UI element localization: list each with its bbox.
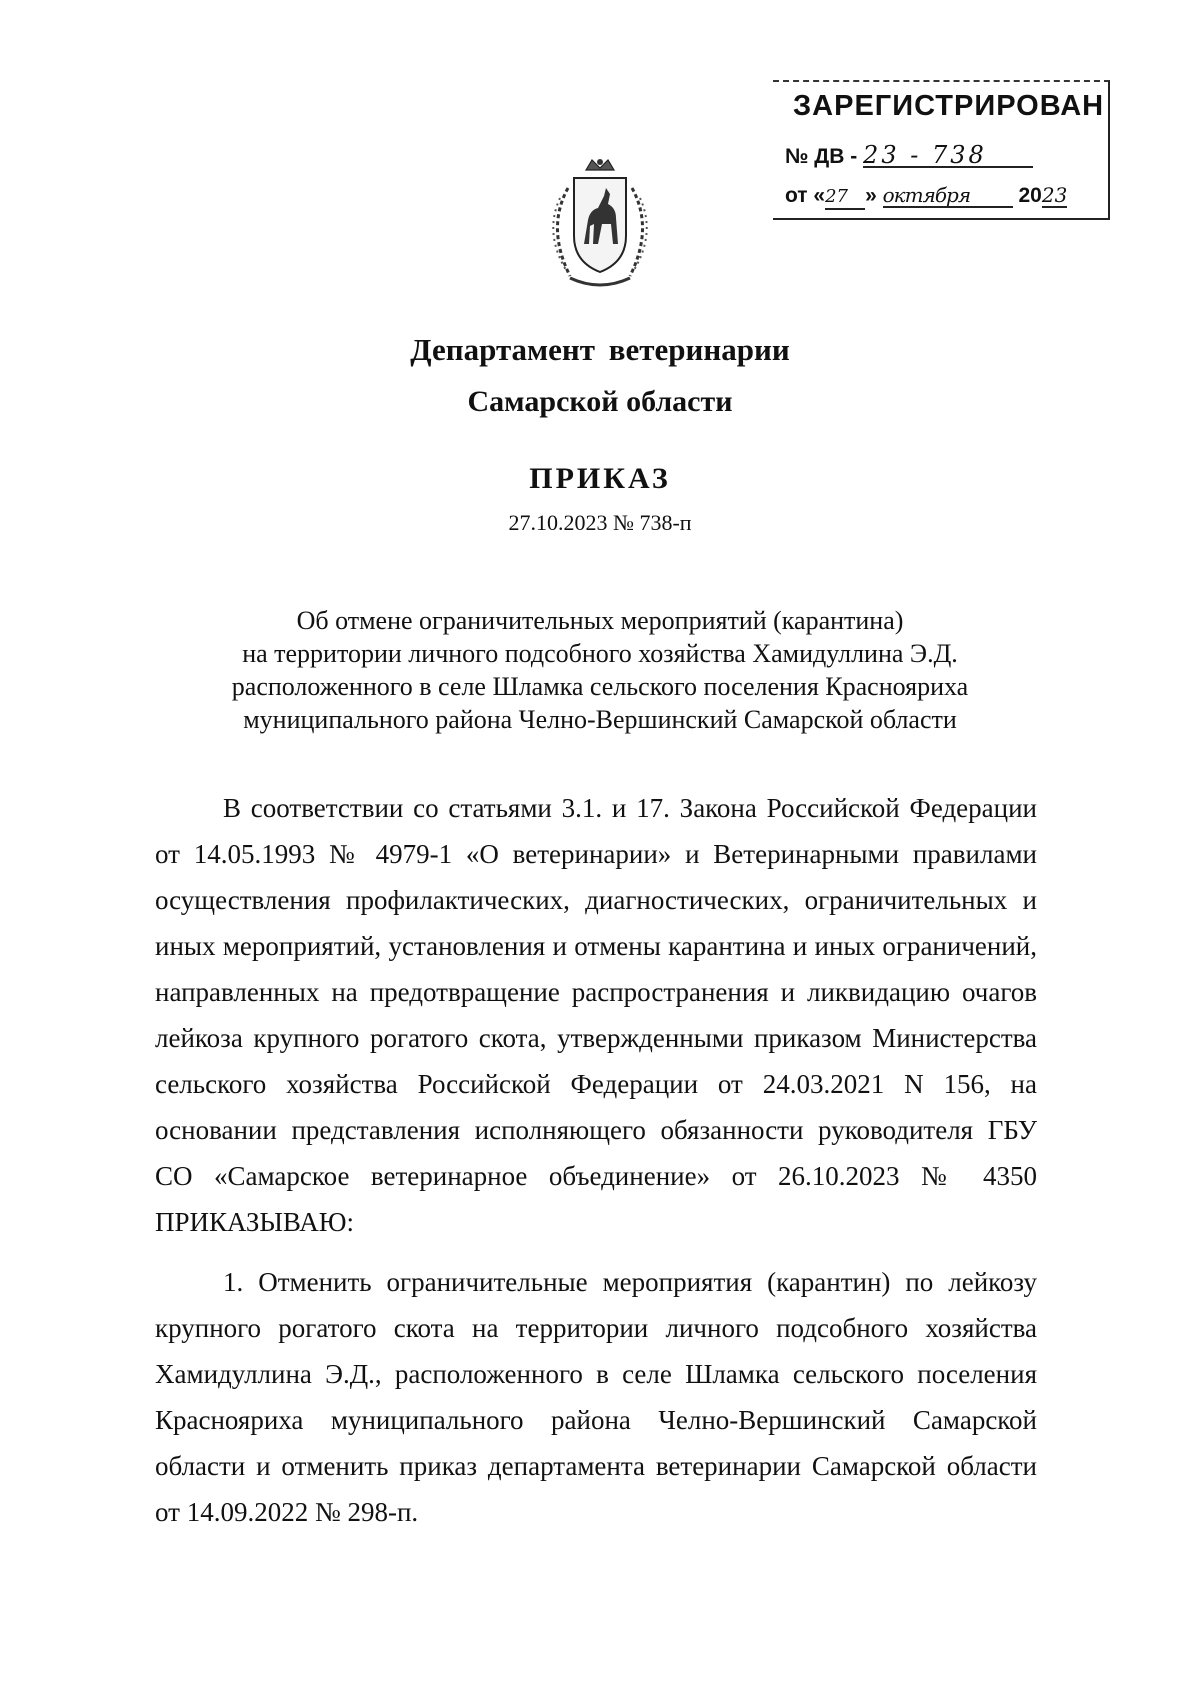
- stamp-title: ЗАРЕГИСТРИРОВАН: [793, 90, 1105, 122]
- document-date-number: 27.10.2023 № 738-п: [508, 510, 692, 535]
- subject-line: на территории личного подсобного хозяйства Хамидуллина Э.Д.: [242, 639, 958, 668]
- document-subject: [0, 604, 1200, 736]
- subject-line: Об отмене ограничительных мероприятий (карантина): [296, 606, 904, 635]
- subject-line: расположенного в селе Шламка сельского поселения Краснояриха: [231, 672, 969, 701]
- stamp-date-row: [785, 184, 1067, 210]
- stamp-date-prefix: от «: [785, 184, 826, 207]
- body-paragraph-preamble: В соответствии со статьями 3.1. и 17. Закона Российской Федерации от 14.05.1993 № 4979-1 «О ветеринарии» и Ветеринарными правилами осуществления профилактических, диагностических, ограничительных и иных мероприятий, установления и отмены карантина и иных ограничений, направленных на предотвращение распространения и ликвидацию очагов лейкоза крупного рогатого скота, утвержденными приказом Министерства сельского хозяйства Российской Федерации от 24.03.2021 N 156, на основании представления исполняющего обязанности руководителя ГБУ СО «Самарское ветеринарное объединение» от 26.10.2023 № 4350 ПРИКАЗЫВАЮ:: [155, 793, 1037, 1237]
- stamp-number-value: 23 - 738: [863, 144, 1033, 168]
- body-paragraph-item-1: 1. Отменить ограничительные мероприятия (карантин) по лейкозу крупного рогатого скота на территории личного подсобного хозяйства Хамидуллина Э.Д., расположенного в селе Шламка сельского поселения Краснояриха муниципального района Челно-Вершинский Самарской области и отменить приказ департамента ветеринарии Самарской области от 14.09.2022 № 298-п.: [155, 1267, 1037, 1527]
- registration-stamp: [773, 80, 1110, 220]
- department-name-line1: Департамент ветеринарии: [410, 332, 790, 367]
- stamp-date-year-suffix: 23: [1041, 183, 1068, 207]
- stamp-date-year-prefix: 20: [1018, 184, 1042, 207]
- subject-line: муниципального района Челно-Вершинский Самарской области: [243, 705, 957, 734]
- samara-coat-of-arms-icon: [540, 158, 660, 293]
- stamp-date-day: 27: [825, 186, 865, 210]
- document-type-title: ПРИКАЗ: [529, 462, 671, 495]
- stamp-number-label: № ДВ -: [785, 145, 858, 168]
- stamp-date-mid: »: [865, 184, 877, 207]
- stamp-date-month: октября: [883, 184, 1013, 208]
- stamp-number-row: [785, 141, 1033, 169]
- department-name-line2: Самарской области: [467, 385, 733, 418]
